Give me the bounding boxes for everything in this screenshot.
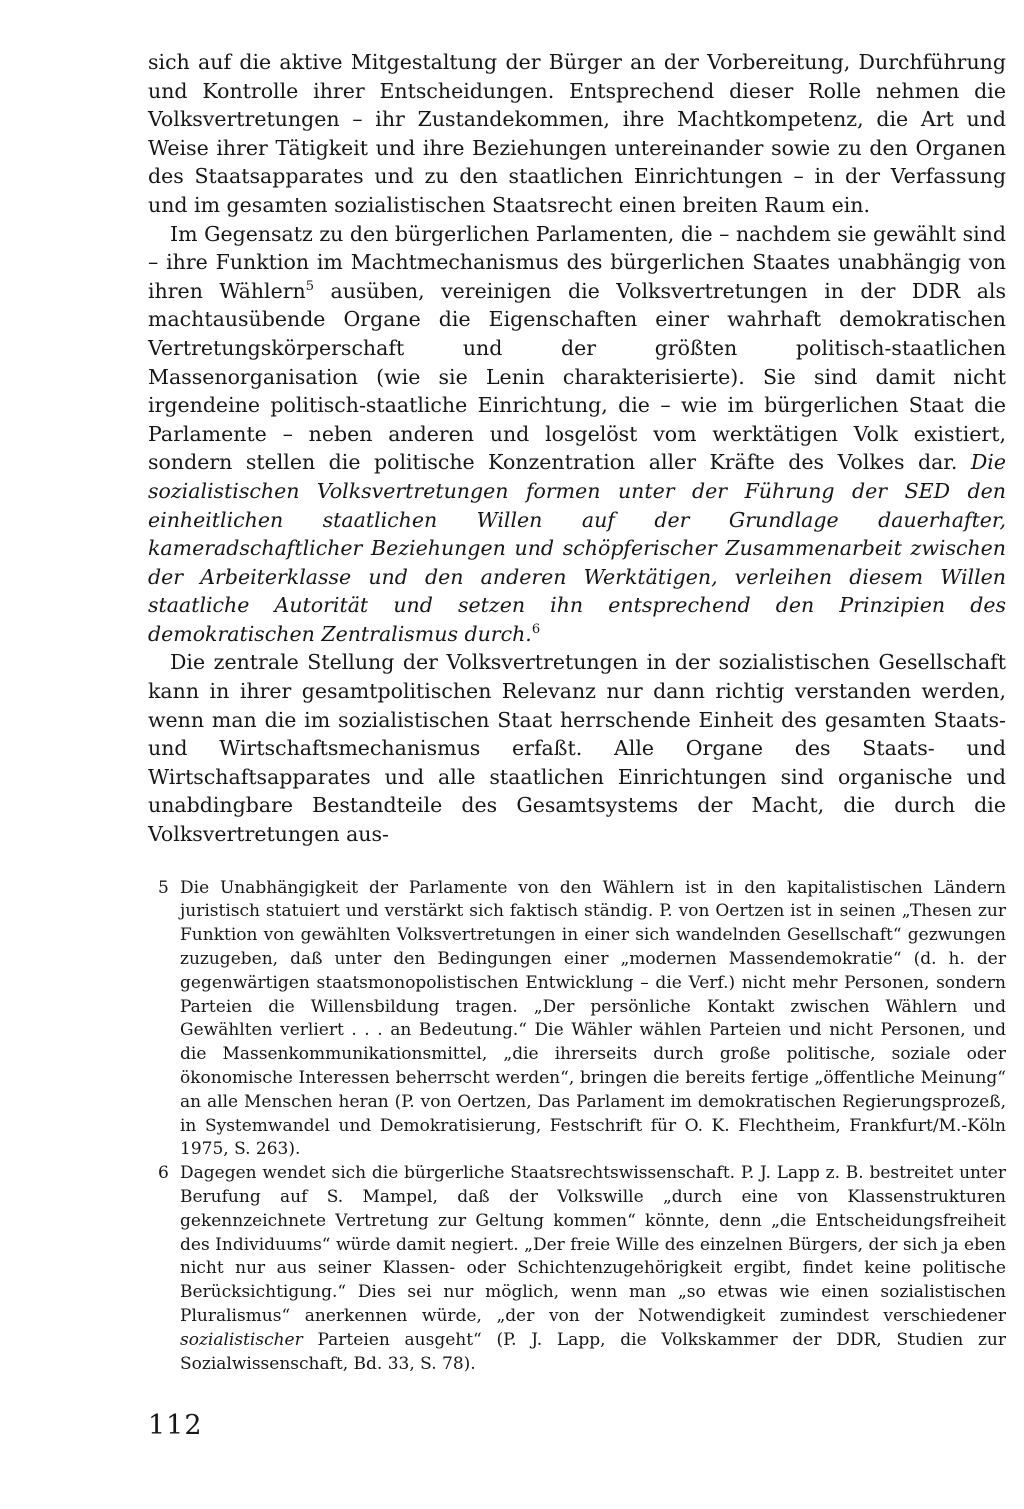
footnote-number: 5: [158, 877, 169, 898]
paragraph-2-text-a: Im Gegensatz zu den bürgerlichen Parlamenten, die – nachdem sie gewählt sind – ihre Funktion im Machtmechanismus des bürgerlichen Staates unabhängig von ihren Wählern: [148, 221, 1006, 303]
footnote-6: [148, 1162, 1006, 1376]
paragraph-1: [148, 48, 1006, 220]
paragraph-2-emphasis: Die sozialistischen Volksvertretungen formen unter der Führung der SED den einheitlichen staatlichen Willen auf der Grundlage dauerhafter, kameradschaftlicher Beziehungen und schöpferischer Zusammenarbeit zwischen der Arbeiterklasse und den anderen Werktätigen, verleihen diesem Willen staatliche Autorität und setzen ihn entsprechend den Prinzipien des demokratischen Zentralismus durch.: [148, 450, 1006, 646]
paragraph-2: [148, 220, 1006, 649]
footnote-text: [180, 1162, 1006, 1376]
footnote-ref-6[interactable]: 6: [531, 622, 541, 638]
main-text: [148, 48, 1006, 849]
book-page: [148, 48, 1006, 1441]
footnote-5: [148, 877, 1006, 1163]
footnote-text-b: Parteien ausgeht“ (P. J. Lapp, die Volkskammer der DDR, Studien zur Sozialwissenschaft, Bd. 33, S. 78).: [180, 1329, 1006, 1374]
footnote-text: Die Unabhängigkeit der Parlamente von den Wählern ist in den kapitalistischen Ländern juristisch statuiert und verstärkt sich faktisch ständig. P. von Oertzen ist in seinen „Thesen zur Funktion von gewählten Volksvertretungen in einer sich wandelnden Gesellschaft“ gezwungen zuzugeben, daß unter den Bedingungen einer „modernen Massendemokratie“ (d. h. der gegenwärtigen staatsmonopolistischen Entwicklung – die Verf.) nicht mehr Personen, sondern Parteien die Willensbildung tragen. „Der persönliche Kontakt zwischen Wählern und Gewählten verliert . . . an Bedeutung.“ Die Wähler wählen Parteien und nicht Personen, und die Massenkommunikationsmittel, „die ihrerseits durch große politische, soziale oder ökonomische Interessen beherrscht werden“, bringen die bereits fertige „öffentliche Meinung“ an alle Menschen heran (P. von Oertzen, Das Parlament im demokratischen Regierungsprozeß, in Systemwandel und Demokratisierung, Festschrift für O. K. Flechtheim, Frankfurt/M.-Köln 1975, S. 263).: [180, 877, 1006, 1160]
footnote-text-a: Dagegen wendet sich die bürgerliche Staatsrechtswissenschaft. P. J. Lapp z. B. bestreitet unter Berufung auf S. Mampel, daß der Volkswille „durch eine von Klassenstrukturen gekennzeichnete Vertretung zur Geltung kommen“ könnte, denn „die Entscheidungsfreiheit des Individuums“ würde damit negiert. „Der freie Wille des einzelnen Bürgers, der sich ja eben nicht nur aus seiner Klassen- oder Schichtenzugehörigkeit ergibt, findet keine politische Berücksichtigung.“ Dies sei nur möglich, wenn man „so etwas wie einen sozialistischen Pluralismus“ anerkennen würde, „der von der Notwendigkeit zumindest verschiedener: [180, 1163, 1006, 1326]
footnote-ref-5[interactable]: 5: [305, 278, 315, 294]
footnote-emphasis: sozialistischer: [180, 1329, 303, 1350]
page-number: 112: [148, 1410, 203, 1442]
paragraph-3-text: Die zentrale Stellung der Volksvertretungen in der sozialistischen Gesellschaft kann in ihrer gesamtpolitischen Relevanz nur dann richtig verstanden werden, wenn man die im sozialistischen Staat herrschende Einheit des gesamten Staats- und Wirtschaftsmechanismus erfaßt. Alle Organe des Staats- und Wirtschaftsapparates und alle staatlichen Einrichtungen sind organische und unabdingbare Bestandteile des Gesamtsystems der Macht, die durch die Volksvertretungen aus-: [148, 650, 1006, 847]
footnote-number: 6: [158, 1163, 169, 1184]
paragraph-2-text-b: ausüben, vereinigen die Volksvertretungen in der DDR als machtausübende Organe die Eigenschaften einer wahrhaft demokratischen Vertretungskörperschaft und der größten politisch-staatlichen Massenorganisation (wie sie Lenin charakterisierte). Sie sind damit nicht irgendeine politisch-staatliche Einrichtung, die – wie im bürgerlichen Staat die Parlamente – neben anderen und losgelöst vom werktätigen Volk existiert, sondern stellen die politische Konzentration aller Kräfte des Volkes dar.: [148, 278, 1006, 475]
paragraph-3: [148, 648, 1006, 848]
footnotes: [148, 877, 1006, 1377]
paragraph-1-text: sich auf die aktive Mitgestaltung der Bürger an der Vorbereitung, Durchführung und Kontrolle ihrer Entscheidungen. Entsprechend dieser Rolle nehmen die Volksvertretungen – ihr Zustandekommen, ihre Machtkompetenz, die Art und Weise ihrer Tätigkeit und ihre Beziehungen untereinander sowie zu den Organen des Staatsapparates und zu den staatlichen Einrichtungen – in der Verfassung und im gesamten sozialistischen Staatsrecht einen breiten Raum ein.: [148, 50, 1006, 217]
